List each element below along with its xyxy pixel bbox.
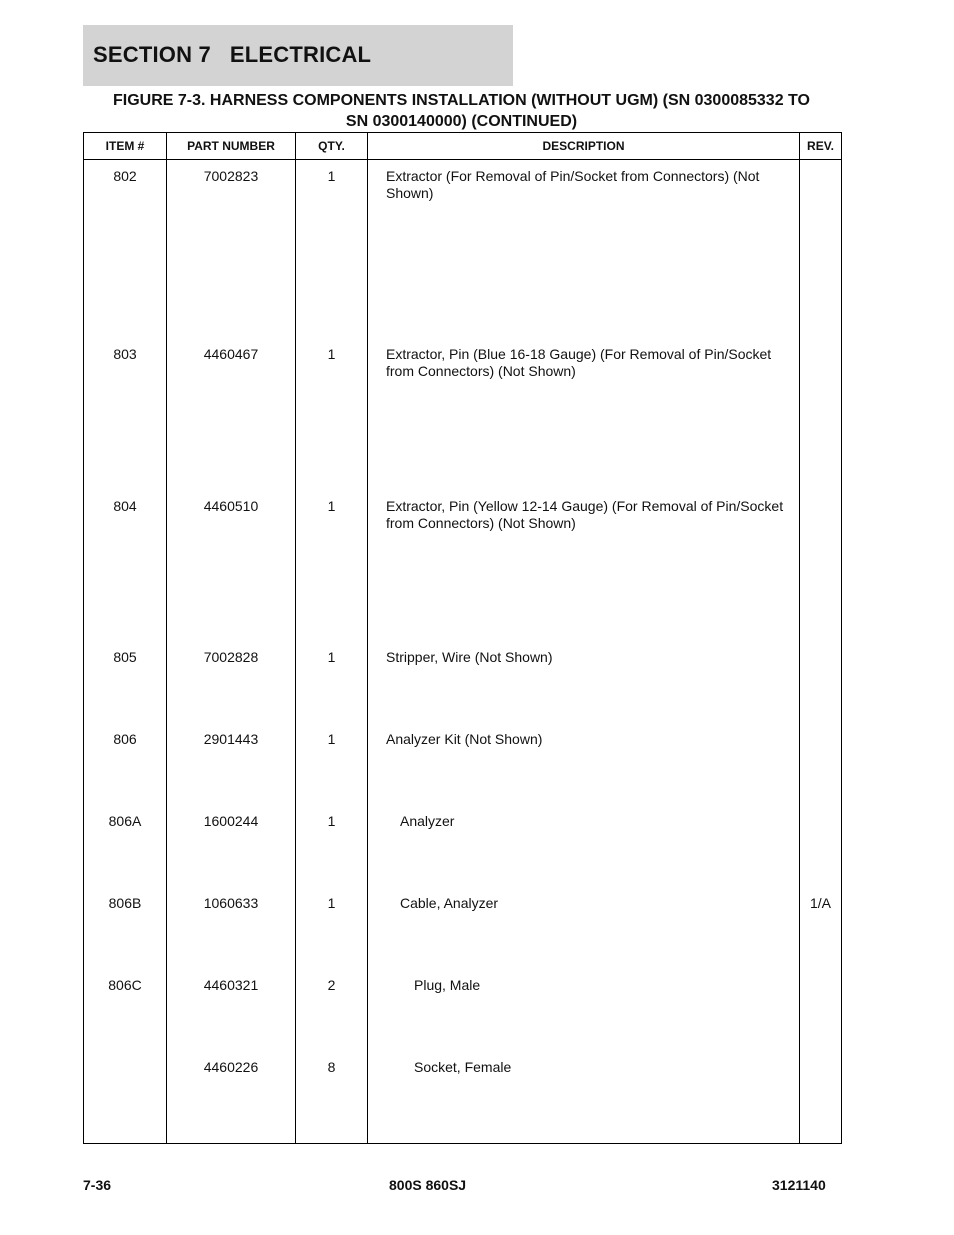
description: Analyzer Kit (Not Shown) [368,731,800,813]
column-header-item: ITEM # [84,133,167,160]
part-number: 7002823 [167,160,296,347]
table-row [84,977,842,1059]
footer-model: 800S 860SJ [389,1177,467,1193]
part-number: 1060633 [167,895,296,977]
item-number: 806 [84,731,167,813]
description: Analyzer [368,813,800,895]
revision [800,1059,842,1141]
column-header-part-number: PART NUMBER [167,133,296,160]
description: Cable, Analyzer [368,895,800,977]
section-title: SECTION 7 ELECTRICAL [93,42,372,67]
quantity: 1 [296,346,368,498]
revision [800,813,842,895]
quantity: 1 [296,731,368,813]
revision [800,649,842,731]
description: Extractor, Pin (Blue 16-18 Gauge) (For Removal of Pin/Socket from Connectors) (Not Shown) [368,346,800,498]
footer-page-number: 7-36 [83,1177,112,1193]
table-row [84,895,842,977]
item-number [84,1059,167,1141]
part-number: 4460321 [167,977,296,1059]
part-number: 4460467 [167,346,296,498]
figure-title-line-2: SN 0300140000) (CONTINUED) [345,113,578,130]
table-row [84,649,842,731]
item-number: 805 [84,649,167,731]
quantity: 1 [296,649,368,731]
part-number: 7002828 [167,649,296,731]
column-header-rev: REV. [800,133,842,160]
quantity: 2 [296,977,368,1059]
description: Extractor (For Removal of Pin/Socket from Connectors) (Not Shown) [368,160,800,347]
item-number: 806C [84,977,167,1059]
item-number: 802 [84,160,167,347]
revision [800,346,842,498]
item-number: 804 [84,498,167,650]
quantity: 1 [296,498,368,650]
item-number: 806B [84,895,167,977]
quantity: 1 [296,813,368,895]
table-row [84,1059,842,1141]
quantity: 1 [296,160,368,347]
table-row [84,160,842,347]
part-number: 4460510 [167,498,296,650]
description: Plug, Male [368,977,800,1059]
revision [800,160,842,347]
table-row [84,813,842,895]
item-number: 803 [84,346,167,498]
item-number: 806A [84,813,167,895]
footer-doc-number: 3121140 [772,1177,826,1193]
filler-cell [296,1141,368,1143]
column-header-description: DESCRIPTION [368,133,800,160]
quantity: 8 [296,1059,368,1141]
revision [800,977,842,1059]
filler-cell [800,1141,842,1143]
part-number: 4460226 [167,1059,296,1141]
revision [800,731,842,813]
table-header-row [84,133,842,160]
filler-cell [368,1141,800,1143]
figure-title [83,90,840,132]
table-filler-row [84,1141,842,1143]
column-header-qty: QTY. [296,133,368,160]
part-number: 2901443 [167,731,296,813]
parts-table [83,132,842,1144]
revision [800,498,842,650]
section-banner [83,25,513,86]
part-number: 1600244 [167,813,296,895]
table-row [84,498,842,650]
description: Stripper, Wire (Not Shown) [368,649,800,731]
figure-title-line-1: FIGURE 7-3. HARNESS COMPONENTS INSTALLATION (WITHOUT UGM) (SN 0300085332 TO [113,92,810,109]
filler-cell [167,1141,296,1143]
table-row [84,346,842,498]
table-row [84,731,842,813]
filler-cell [84,1141,167,1143]
description: Socket, Female [368,1059,800,1141]
description: Extractor, Pin (Yellow 12-14 Gauge) (For Removal of Pin/Socket from Connectors) (Not Shown) [368,498,800,650]
quantity: 1 [296,895,368,977]
revision: 1/A [800,895,842,977]
